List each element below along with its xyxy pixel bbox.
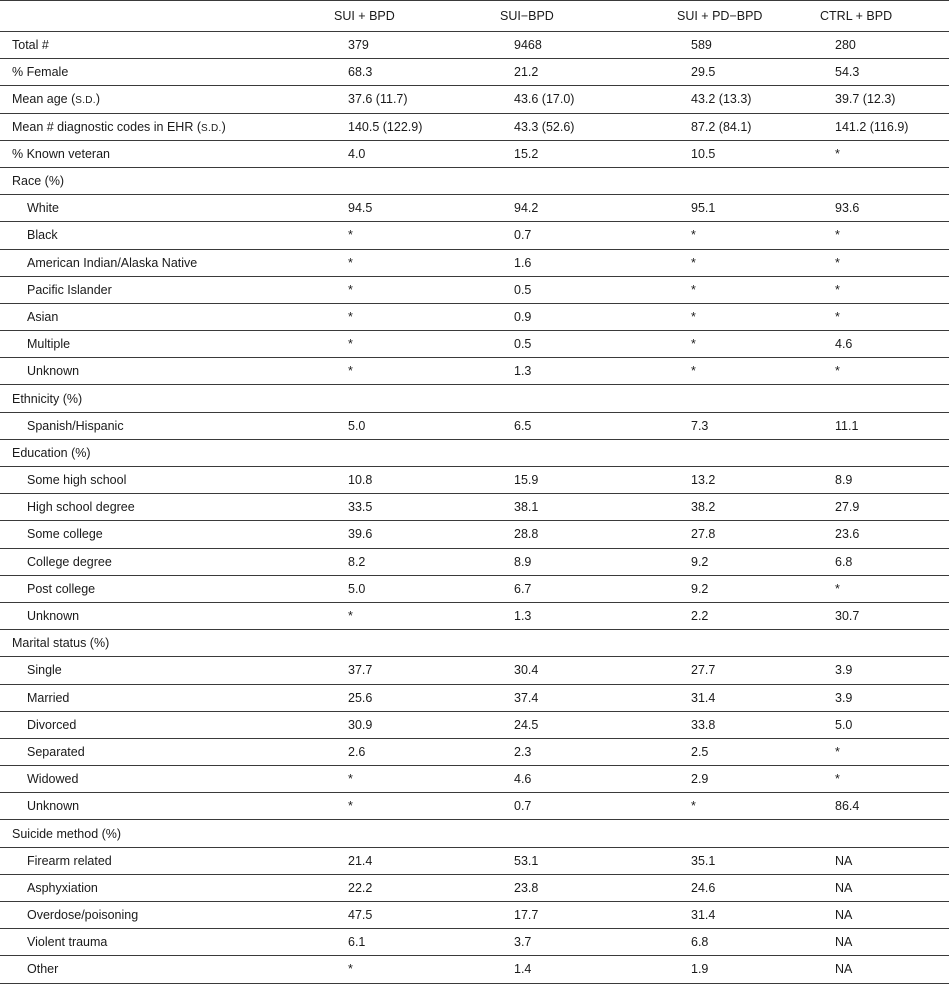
- row-value: 15.2: [500, 140, 677, 167]
- table-row: [0, 929, 949, 956]
- row-value: 2.6: [334, 738, 500, 765]
- row-label: Unknown: [0, 358, 334, 385]
- row-value: 24.6: [677, 874, 820, 901]
- row-value: 9.2: [677, 548, 820, 575]
- row-value: 2.3: [500, 738, 677, 765]
- row-value: *: [677, 249, 820, 276]
- row-label: Overdose/poisoning: [0, 902, 334, 929]
- row-value: [500, 439, 677, 466]
- header-cell-ctrl-bpd: CTRL + BPD: [820, 1, 949, 32]
- row-value: 37.7: [334, 657, 500, 684]
- row-value: *: [334, 956, 500, 983]
- table-row: [0, 113, 949, 140]
- row-label: % Known veteran: [0, 140, 334, 167]
- row-label: High school degree: [0, 494, 334, 521]
- row-value: 33.5: [334, 494, 500, 521]
- table-row: [0, 412, 949, 439]
- table-row: [0, 956, 949, 983]
- row-value: 2.2: [677, 602, 820, 629]
- row-value: *: [820, 575, 949, 602]
- row-value: [820, 630, 949, 657]
- row-value: 22.2: [334, 874, 500, 901]
- row-value: 27.8: [677, 521, 820, 548]
- row-label: Unknown: [0, 793, 334, 820]
- row-label: College degree: [0, 548, 334, 575]
- row-value: 2.9: [677, 766, 820, 793]
- table-row: [0, 276, 949, 303]
- table-row: [0, 657, 949, 684]
- row-value: 6.8: [677, 929, 820, 956]
- row-value: 8.9: [500, 548, 677, 575]
- table-row: [0, 59, 949, 86]
- row-value: 43.6 (17.0): [500, 86, 677, 113]
- row-value: 5.0: [334, 575, 500, 602]
- row-value: 23.8: [500, 874, 677, 901]
- row-value: *: [820, 249, 949, 276]
- row-value: 1.6: [500, 249, 677, 276]
- row-value: 25.6: [334, 684, 500, 711]
- row-label: Multiple: [0, 331, 334, 358]
- row-label: Spanish/Hispanic: [0, 412, 334, 439]
- table-row: [0, 140, 949, 167]
- row-value: 35.1: [677, 847, 820, 874]
- row-value: 1.9: [677, 956, 820, 983]
- row-value: 24.5: [500, 711, 677, 738]
- row-value: *: [820, 766, 949, 793]
- row-value: 4.6: [820, 331, 949, 358]
- row-value: 141.2 (116.9): [820, 113, 949, 140]
- header-row: [0, 1, 949, 32]
- row-value: 17.7: [500, 902, 677, 929]
- row-value: 6.7: [500, 575, 677, 602]
- row-value: 8.2: [334, 548, 500, 575]
- row-value: 28.8: [500, 521, 677, 548]
- row-value: 1.3: [500, 358, 677, 385]
- row-value: 38.2: [677, 494, 820, 521]
- row-value: [334, 630, 500, 657]
- row-value: 87.2 (84.1): [677, 113, 820, 140]
- row-label: White: [0, 195, 334, 222]
- row-value: 0.7: [500, 222, 677, 249]
- row-value: 43.2 (13.3): [677, 86, 820, 113]
- table-row: [0, 548, 949, 575]
- row-value: 0.7: [500, 793, 677, 820]
- row-value: 0.5: [500, 331, 677, 358]
- table-row: [0, 494, 949, 521]
- row-value: NA: [820, 956, 949, 983]
- row-value: 54.3: [820, 59, 949, 86]
- row-value: 53.1: [500, 847, 677, 874]
- row-label: Asian: [0, 303, 334, 330]
- row-value: *: [820, 738, 949, 765]
- table-row: [0, 303, 949, 330]
- row-value: 47.5: [334, 902, 500, 929]
- row-label: Mean age (S.D.): [0, 86, 334, 113]
- row-value: 27.9: [820, 494, 949, 521]
- row-value: 6.8: [820, 548, 949, 575]
- table-row: [0, 820, 949, 847]
- row-value: [334, 167, 500, 194]
- row-value: 30.4: [500, 657, 677, 684]
- row-value: NA: [820, 929, 949, 956]
- row-value: NA: [820, 847, 949, 874]
- table-row: [0, 195, 949, 222]
- row-value: 9.2: [677, 575, 820, 602]
- row-label: Divorced: [0, 711, 334, 738]
- row-value: *: [677, 303, 820, 330]
- row-value: 37.4: [500, 684, 677, 711]
- row-value: [677, 630, 820, 657]
- row-value: *: [677, 331, 820, 358]
- header-cell-sui-pd-minus-bpd: SUI + PD−BPD: [677, 1, 820, 32]
- table-row: [0, 711, 949, 738]
- row-value: 94.2: [500, 195, 677, 222]
- row-value: 7.3: [677, 412, 820, 439]
- row-value: 43.3 (52.6): [500, 113, 677, 140]
- row-value: *: [334, 358, 500, 385]
- table-row: [0, 630, 949, 657]
- table-row: [0, 32, 949, 59]
- row-value: *: [334, 276, 500, 303]
- row-value: [677, 385, 820, 412]
- row-label: Single: [0, 657, 334, 684]
- table-row: [0, 521, 949, 548]
- row-label: Violent trauma: [0, 929, 334, 956]
- row-value: 39.6: [334, 521, 500, 548]
- row-value: *: [820, 222, 949, 249]
- row-value: *: [820, 358, 949, 385]
- row-value: 6.5: [500, 412, 677, 439]
- table-row: [0, 385, 949, 412]
- table-row: [0, 86, 949, 113]
- row-label: Some college: [0, 521, 334, 548]
- table-row: [0, 167, 949, 194]
- row-label: Mean # diagnostic codes in EHR (S.D.): [0, 113, 334, 140]
- row-value: [677, 820, 820, 847]
- row-value: 140.5 (122.9): [334, 113, 500, 140]
- table-row: [0, 874, 949, 901]
- table-row: [0, 738, 949, 765]
- table-row: [0, 249, 949, 276]
- row-label: Marital status (%): [0, 630, 334, 657]
- row-value: 86.4: [820, 793, 949, 820]
- row-label: Ethnicity (%): [0, 385, 334, 412]
- row-value: *: [820, 140, 949, 167]
- row-value: 5.0: [820, 711, 949, 738]
- row-label: Unknown: [0, 602, 334, 629]
- row-value: [500, 167, 677, 194]
- table-row: [0, 847, 949, 874]
- row-value: *: [334, 303, 500, 330]
- header-cell-label: [0, 1, 334, 32]
- row-value: 95.1: [677, 195, 820, 222]
- row-value: 38.1: [500, 494, 677, 521]
- row-value: [334, 439, 500, 466]
- row-value: [334, 385, 500, 412]
- row-value: 9468: [500, 32, 677, 59]
- row-value: [820, 167, 949, 194]
- row-value: 8.9: [820, 467, 949, 494]
- row-value: *: [334, 331, 500, 358]
- table-row: [0, 902, 949, 929]
- row-value: 0.5: [500, 276, 677, 303]
- row-value: *: [677, 222, 820, 249]
- table-row: [0, 222, 949, 249]
- row-value: 3.9: [820, 684, 949, 711]
- row-value: 280: [820, 32, 949, 59]
- row-value: *: [677, 276, 820, 303]
- row-value: 10.8: [334, 467, 500, 494]
- table-row: [0, 467, 949, 494]
- row-label: Post college: [0, 575, 334, 602]
- row-value: 29.5: [677, 59, 820, 86]
- row-value: 30.9: [334, 711, 500, 738]
- row-value: 11.1: [820, 412, 949, 439]
- row-value: 23.6: [820, 521, 949, 548]
- row-label: Married: [0, 684, 334, 711]
- row-label: Firearm related: [0, 847, 334, 874]
- row-value: 15.9: [500, 467, 677, 494]
- row-value: 2.5: [677, 738, 820, 765]
- row-value: 1.4: [500, 956, 677, 983]
- row-value: [820, 820, 949, 847]
- row-label: Other: [0, 956, 334, 983]
- row-value: [500, 630, 677, 657]
- row-label: American Indian/Alaska Native: [0, 249, 334, 276]
- row-value: 4.6: [500, 766, 677, 793]
- header-cell-sui-bpd: SUI + BPD: [334, 1, 500, 32]
- row-value: [334, 820, 500, 847]
- row-value: 94.5: [334, 195, 500, 222]
- row-value: [500, 820, 677, 847]
- row-value: 37.6 (11.7): [334, 86, 500, 113]
- row-value: 31.4: [677, 902, 820, 929]
- row-value: *: [677, 793, 820, 820]
- row-label: Pacific Islander: [0, 276, 334, 303]
- row-label: % Female: [0, 59, 334, 86]
- table-row: [0, 331, 949, 358]
- row-value: 1.3: [500, 602, 677, 629]
- row-value: 39.7 (12.3): [820, 86, 949, 113]
- row-value: 10.5: [677, 140, 820, 167]
- row-value: 27.7: [677, 657, 820, 684]
- row-value: [820, 385, 949, 412]
- row-value: 13.2: [677, 467, 820, 494]
- row-value: [500, 385, 677, 412]
- row-value: 6.1: [334, 929, 500, 956]
- row-label: Separated: [0, 738, 334, 765]
- table-row: [0, 575, 949, 602]
- header-cell-sui-minus-bpd: SUI−BPD: [500, 1, 677, 32]
- row-value: 31.4: [677, 684, 820, 711]
- row-value: 33.8: [677, 711, 820, 738]
- row-value: *: [334, 766, 500, 793]
- row-value: 5.0: [334, 412, 500, 439]
- table-body: [0, 32, 949, 984]
- row-value: 589: [677, 32, 820, 59]
- row-value: NA: [820, 902, 949, 929]
- row-value: *: [677, 358, 820, 385]
- row-value: 30.7: [820, 602, 949, 629]
- row-value: [820, 439, 949, 466]
- row-value: 3.9: [820, 657, 949, 684]
- table-row: [0, 684, 949, 711]
- row-label: Some high school: [0, 467, 334, 494]
- row-label: Race (%): [0, 167, 334, 194]
- row-value: *: [334, 249, 500, 276]
- table-row: [0, 793, 949, 820]
- row-value: 68.3: [334, 59, 500, 86]
- row-value: 4.0: [334, 140, 500, 167]
- row-value: 21.4: [334, 847, 500, 874]
- row-label: Education (%): [0, 439, 334, 466]
- row-value: 0.9: [500, 303, 677, 330]
- row-label: Total #: [0, 32, 334, 59]
- row-label: Suicide method (%): [0, 820, 334, 847]
- row-label: Asphyxiation: [0, 874, 334, 901]
- row-value: 379: [334, 32, 500, 59]
- row-value: [677, 439, 820, 466]
- row-value: *: [334, 602, 500, 629]
- row-value: *: [820, 276, 949, 303]
- row-value: [677, 167, 820, 194]
- row-label: Black: [0, 222, 334, 249]
- table-row: [0, 358, 949, 385]
- row-value: 3.7: [500, 929, 677, 956]
- table-row: [0, 439, 949, 466]
- row-value: *: [334, 222, 500, 249]
- row-label: Widowed: [0, 766, 334, 793]
- table-row: [0, 766, 949, 793]
- row-value: *: [334, 793, 500, 820]
- row-value: 21.2: [500, 59, 677, 86]
- row-value: 93.6: [820, 195, 949, 222]
- table-row: [0, 602, 949, 629]
- row-value: NA: [820, 874, 949, 901]
- row-value: *: [820, 303, 949, 330]
